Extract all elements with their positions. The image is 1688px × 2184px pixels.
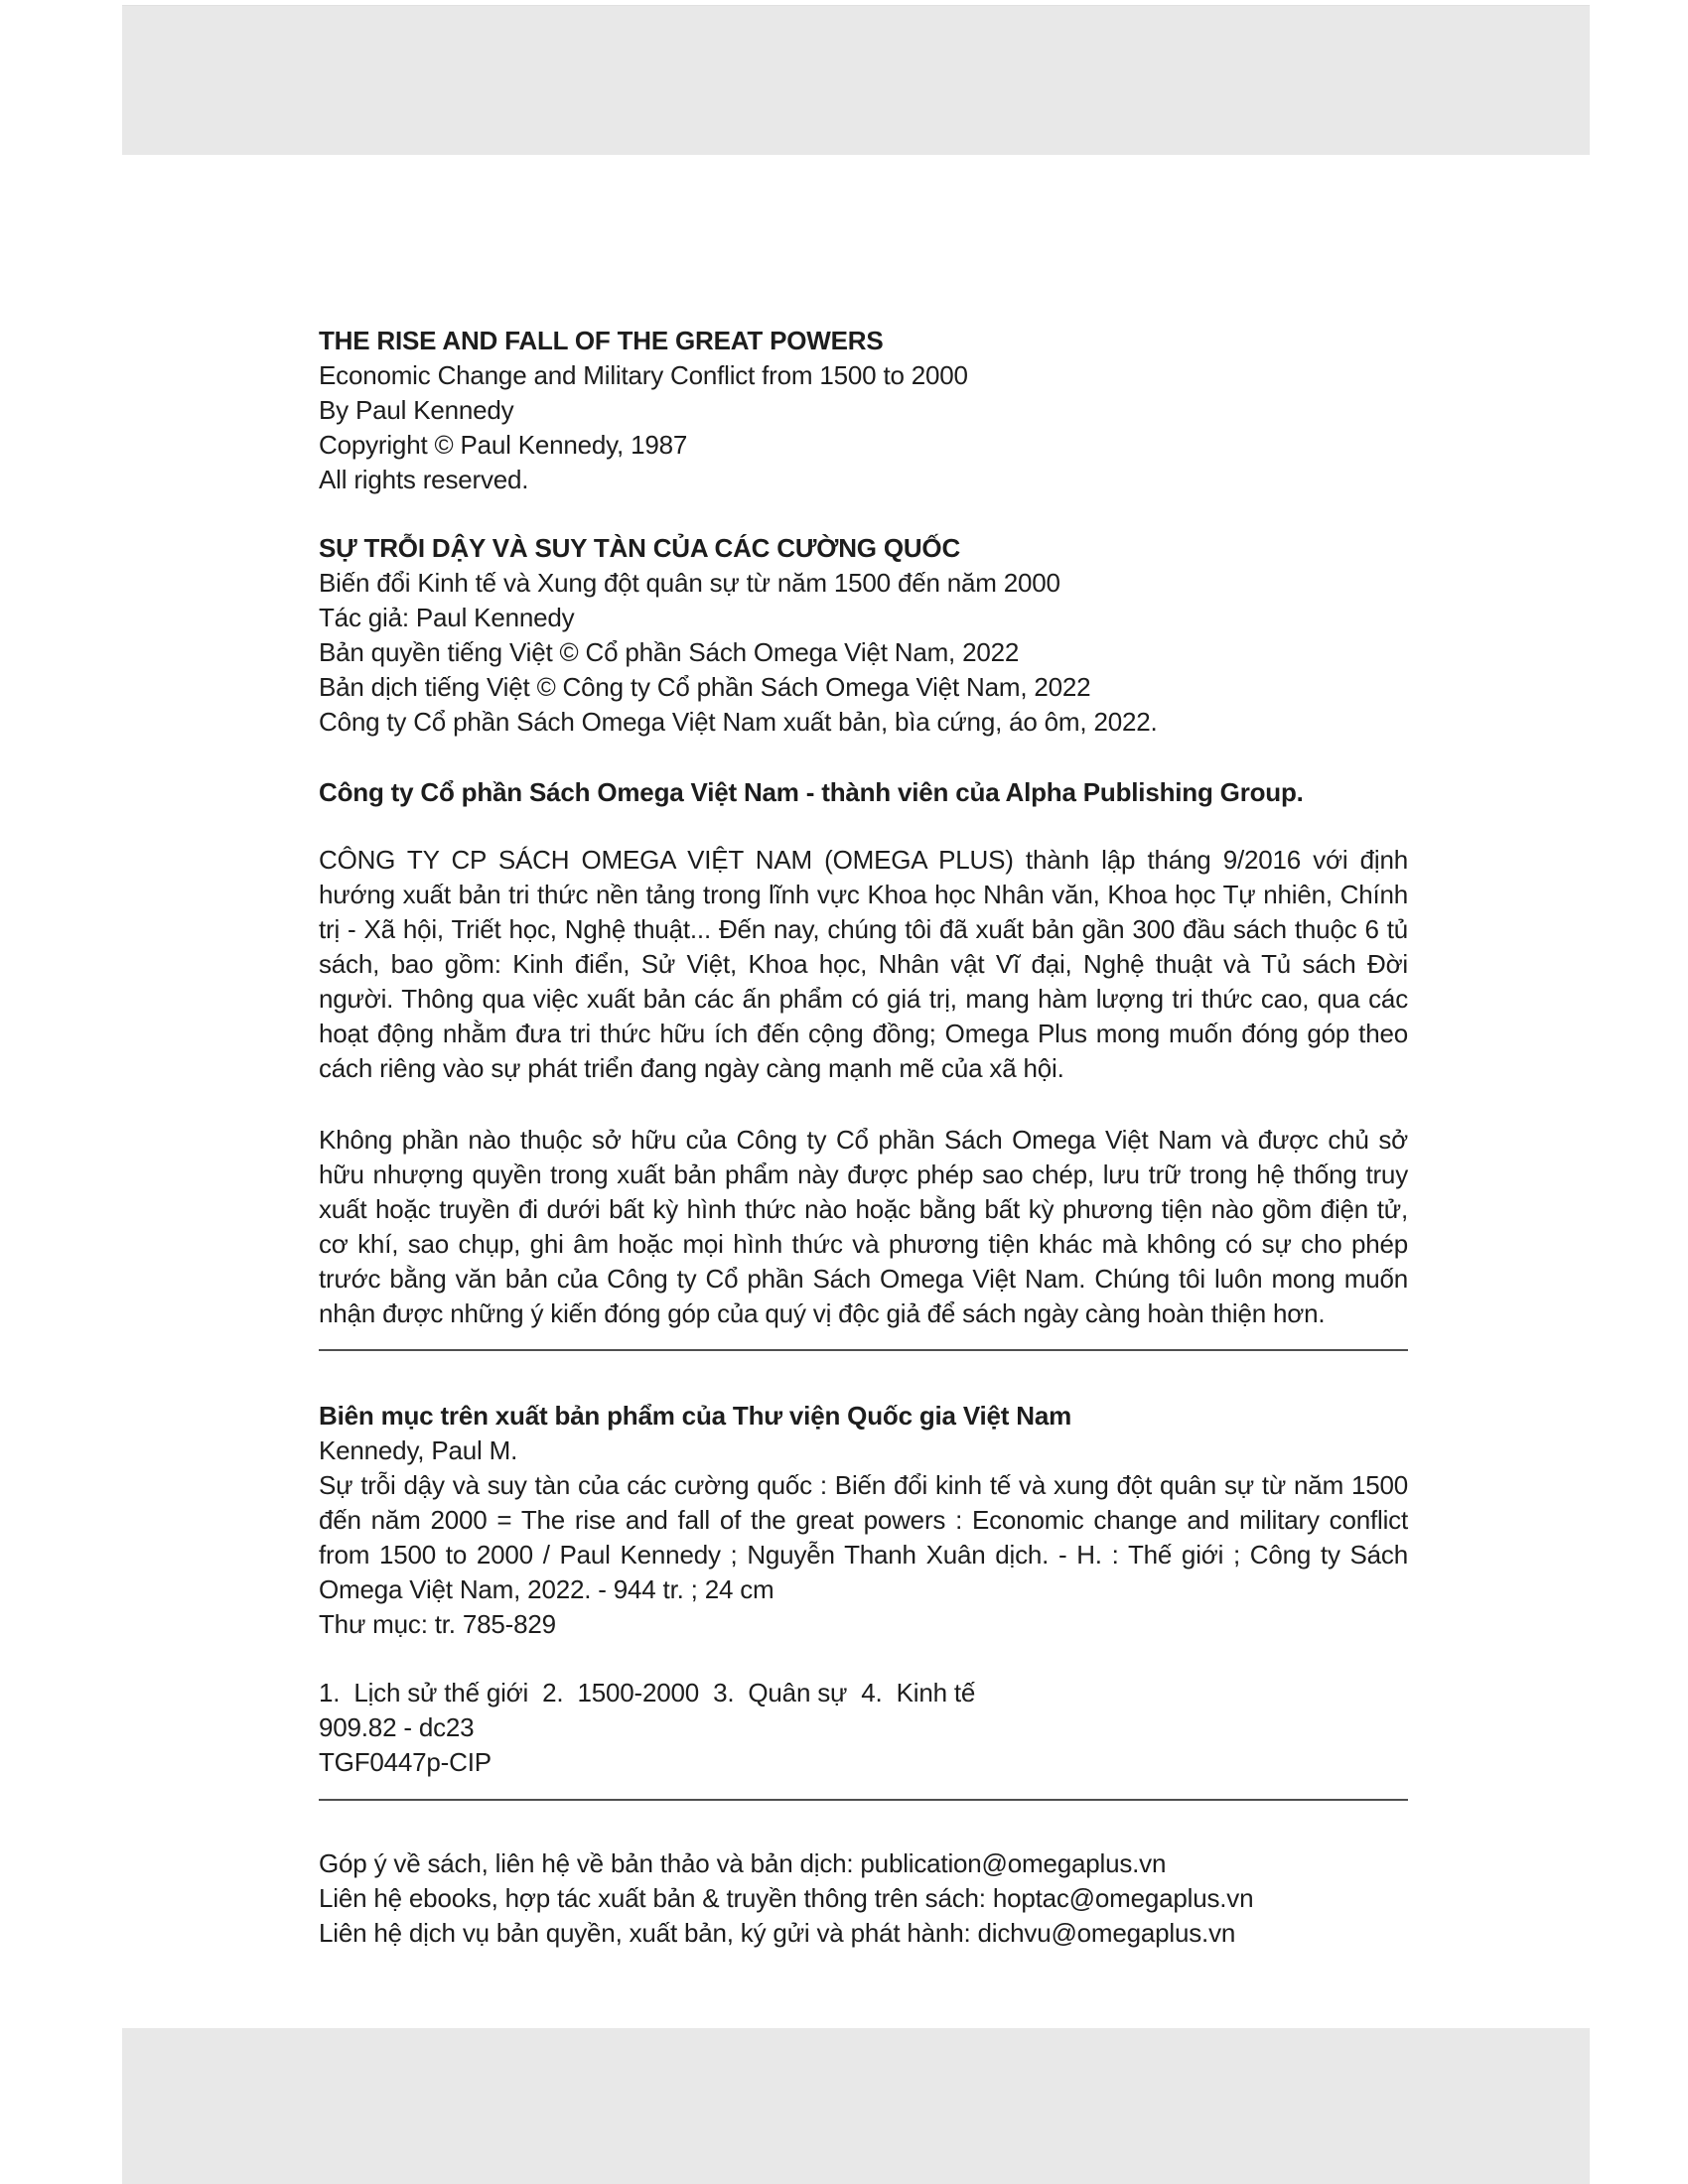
- english-edition-lines: [319, 358, 1408, 497]
- contact-block: [319, 1846, 1408, 1951]
- top-scan-band: [122, 5, 1590, 155]
- vietnamese-edition-title: SỰ TRỖI DẬY VÀ SUY TÀN CỦA CÁC CƯỜNG QUỐC: [319, 533, 961, 563]
- text-line: Tác giả: Paul Kennedy: [319, 603, 575, 632]
- ddc-number: 909.82 - dc23: [319, 1712, 475, 1742]
- subject-headings: 1. Lịch sử thế giới 2. 1500-2000 3. Quân sự 4. Kinh tế: [319, 1678, 976, 1707]
- divider-rule-top: [319, 1349, 1408, 1351]
- rights-notice-block: [319, 1123, 1408, 1331]
- cataloging-block: [319, 1399, 1408, 1642]
- cataloging-description: Sự trỗi dậy và suy tàn của các cường quốc : Biến đổi kinh tế và xung đột quân sự từ năm 1500 đến năm 2000 = The rise and fall of the great powers : Economic change and military conflict from 1500 to 2000 / Paul Kennedy ; Nguyễn Thanh Xuân dịch. - H. : Thế giới ; Công ty Sách Omega Việt Nam, 2022. - 944 tr. ; 24 cm: [319, 1470, 1408, 1604]
- text-line: Biến đổi Kinh tế và Xung đột quân sự từ năm 1500 đến năm 2000: [319, 568, 1060, 598]
- english-edition-title: THE RISE AND FALL OF THE GREAT POWERS: [319, 326, 884, 355]
- text-line: Góp ý về sách, liên hệ về bản thảo và bản dịch: publication@omegaplus.vn: [319, 1848, 1167, 1878]
- text-line: Copyright © Paul Kennedy, 1987: [319, 430, 688, 460]
- cataloging-title: Biên mục trên xuất bản phẩm của Thư viện Quốc gia Việt Nam: [319, 1401, 1072, 1431]
- divider-rule-bottom: [319, 1799, 1408, 1801]
- vietnamese-edition-block: [319, 531, 1408, 740]
- english-edition-block: [319, 324, 1408, 497]
- vietnamese-edition-lines: [319, 566, 1408, 740]
- cataloging-author-entry: Kennedy, Paul M.: [319, 1435, 518, 1465]
- about-publisher-block: [319, 843, 1408, 1086]
- cataloging-bibliography-note: Thư mục: tr. 785-829: [319, 1609, 556, 1639]
- text-line: By Paul Kennedy: [319, 395, 514, 425]
- text-line: Bản quyền tiếng Việt © Cổ phần Sách Omega Việt Nam, 2022: [319, 637, 1020, 667]
- text-line: Liên hệ dịch vụ bản quyền, xuất bản, ký gửi và phát hành: dichvu@omegaplus.vn: [319, 1918, 1236, 1948]
- cip-code: TGF0447p-CIP: [319, 1747, 492, 1777]
- membership-note: Công ty Cổ phần Sách Omega Việt Nam - thành viên của Alpha Publishing Group.: [319, 777, 1304, 807]
- contact-lines: [319, 1846, 1408, 1951]
- text-line: All rights reserved.: [319, 465, 529, 494]
- rights-notice-paragraph: Không phần nào thuộc sở hữu của Công ty Cổ phần Sách Omega Việt Nam và được chủ sở hữu nhượng quyền trong xuất bản phẩm này được phép sao chép, lưu trữ trong hệ thống truy xuất hoặc truyền đi dưới bất kỳ hình thức nào hoặc bằng bất kỳ phương tiện nào gồm điện tử, cơ khí, sao chụp, ghi âm hoặc mọi hình thức và phương tiện khác mà không có sự cho phép trước bằng văn bản của Công ty Cổ phần Sách Omega Việt Nam. Chúng tôi luôn mong muốn nhận được những ý kiến đóng góp của quý vị độc giả để sách ngày càng hoàn thiện hơn.: [319, 1125, 1408, 1328]
- bottom-scan-band: [122, 2028, 1590, 2184]
- classification-block: [319, 1676, 1408, 1780]
- membership-note-block: [319, 775, 1408, 810]
- text-line: Công ty Cổ phần Sách Omega Việt Nam xuất bản, bìa cứng, áo ôm, 2022.: [319, 707, 1158, 737]
- about-publisher-paragraph: CÔNG TY CP SÁCH OMEGA VIỆT NAM (OMEGA PLUS) thành lập tháng 9/2016 với định hướng xuất bản tri thức nền tảng trong lĩnh vực Khoa học Nhân văn, Khoa học Tự nhiên, Chính trị - Xã hội, Triết học, Nghệ thuật... Đến nay, chúng tôi đã xuất bản gần 300 đầu sách thuộc 6 tủ sách, bao gồm: Kinh điển, Sử Việt, Khoa học, Nhân vật Vĩ đại, Nghệ thuật và Tủ sách Đời người. Thông qua việc xuất bản các ấn phẩm có giá trị, mang hàm lượng tri thức cao, qua các hoạt động nhằm đưa tri thức hữu ích đến cộng đồng; Omega Plus mong muốn đóng góp theo cách riêng vào sự phát triển đang ngày càng mạnh mẽ của xã hội.: [319, 845, 1408, 1083]
- text-line: Liên hệ ebooks, hợp tác xuất bản & truyền thông trên sách: hoptac@omegaplus.vn: [319, 1883, 1254, 1913]
- text-line: Bản dịch tiếng Việt © Công ty Cổ phần Sách Omega Việt Nam, 2022: [319, 672, 1091, 702]
- text-line: Economic Change and Military Conflict from 1500 to 2000: [319, 360, 968, 390]
